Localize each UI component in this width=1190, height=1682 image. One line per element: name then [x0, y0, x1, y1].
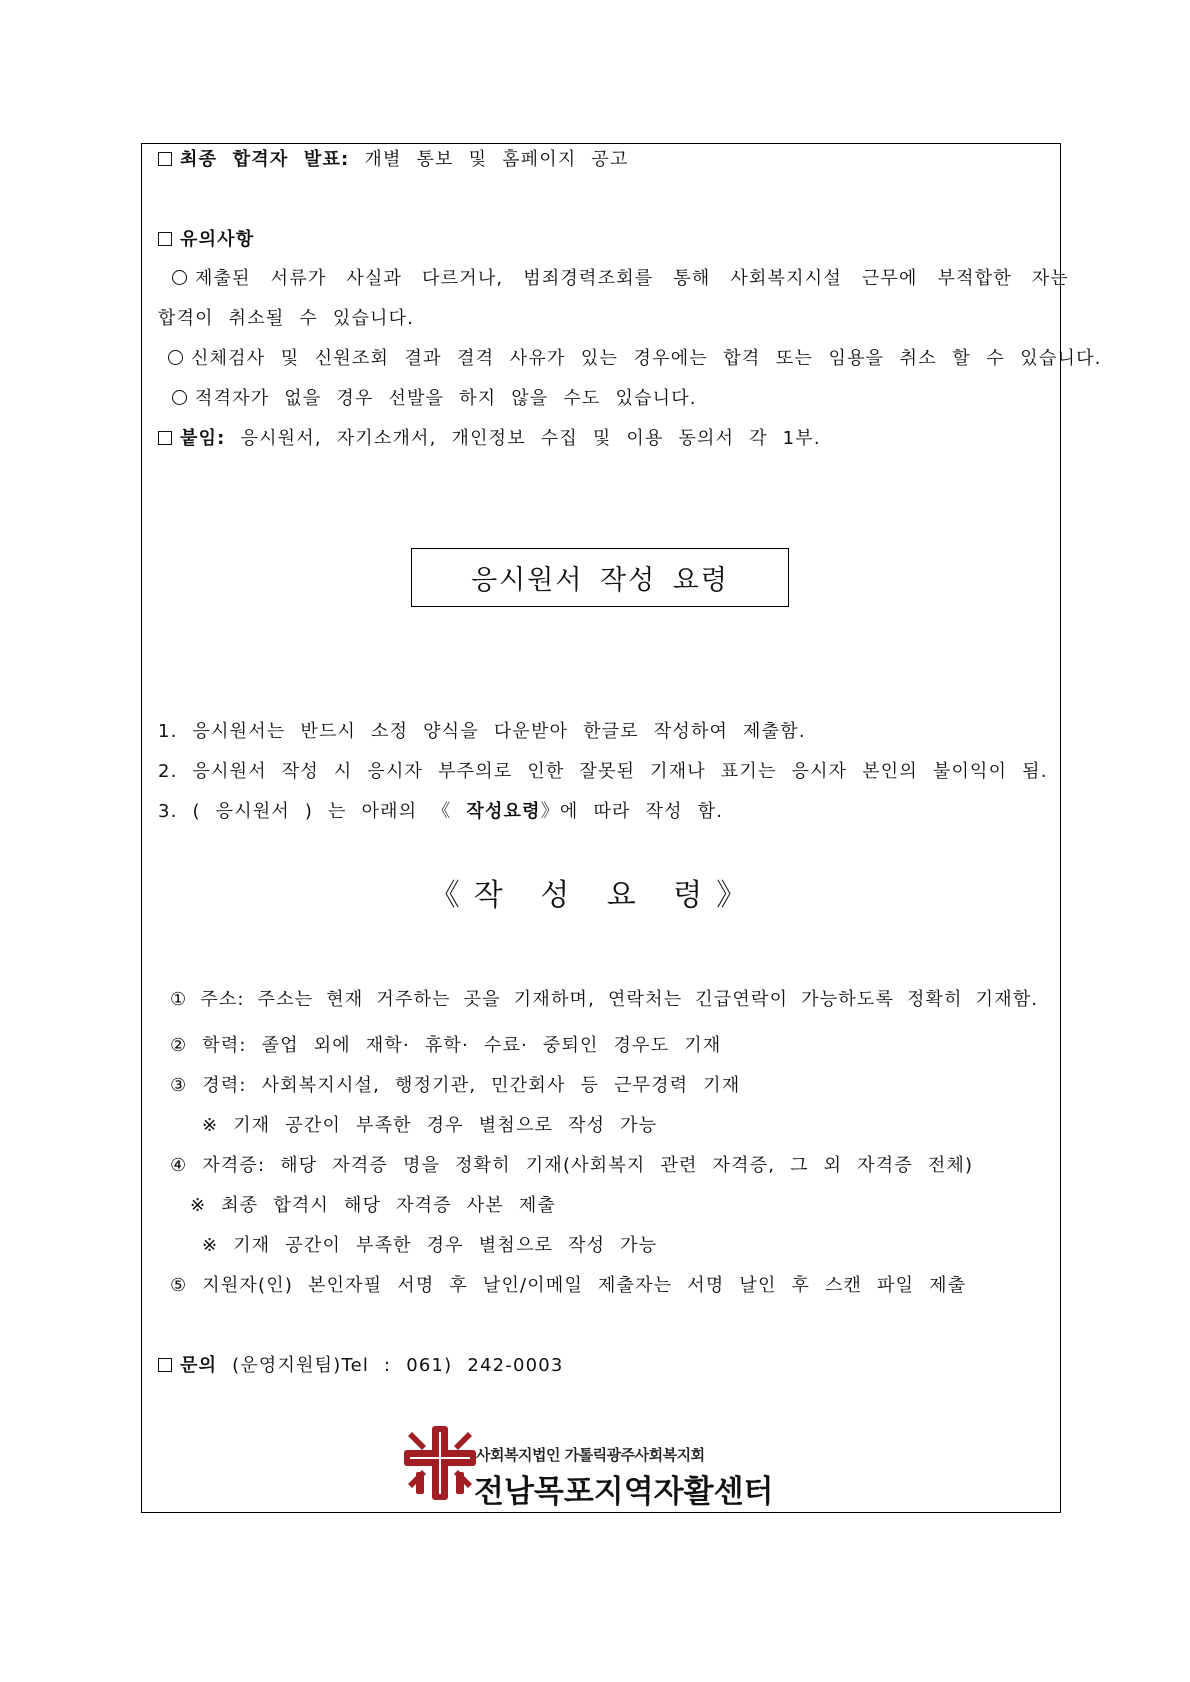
instruction-5: ⑤ 지원자(인) 본인자필 서명 후 날인/이메일 제출자는 서명 날인 후 스캔 파일 제출	[170, 1275, 967, 1296]
caution-heading-line	[158, 228, 1040, 252]
guide-item-3-post: 》에 따라 작성 함.	[540, 801, 724, 822]
circle-bullet-icon	[168, 350, 183, 365]
instruction-3-note: ※ 기재 공간이 부족한 경우 별첨으로 작성 가능	[202, 1115, 658, 1136]
circle-bullet-icon	[172, 270, 187, 285]
guide-item-3-pre: 3. ( 응시원서 ) 는 아래의 《	[158, 801, 467, 822]
caution-item-3-text: 적격자가 없을 경우 선발을 하지 않을 수도 있습니다.	[195, 388, 697, 409]
checkbox-square-icon	[158, 232, 172, 246]
caution-item-1	[172, 267, 1069, 291]
circle-bullet-icon	[172, 390, 187, 405]
attachment-line	[158, 427, 1040, 451]
instruction-4: ④ 자격증: 해당 자격증 명을 정확히 기재(사회복지 관련 자격증, 그 외 자격증 전체)	[170, 1155, 974, 1176]
instructions-heading: 《작 성 요 령》	[429, 878, 761, 913]
caution-item-1-cont: 합격이 취소될 수 있습니다.	[158, 308, 415, 329]
instruction-1: ① 주소: 주소는 현재 거주하는 곳을 기재하며, 연락처는 긴급연락이 가능하도록 정확히 기재함.	[170, 989, 1039, 1010]
guide-item-2: 2. 응시원서 작성 시 응시자 부주의로 인한 잘못된 기재나 표기는 응시자 본인의 불이익이 됨.	[158, 761, 1048, 782]
guide-item-3	[158, 800, 1040, 824]
caution-item-2	[168, 347, 1102, 371]
final-announcement-text: 개별 통보 및 홈페이지 공고	[349, 149, 629, 170]
checkbox-square-icon	[158, 431, 172, 445]
instruction-4-note-1: ※ 최종 합격시 해당 자격증 사본 제출	[190, 1195, 557, 1216]
attachment-text: 응시원서, 자기소개서, 개인정보 수집 및 이용 동의서 각 1부.	[225, 428, 821, 449]
contact-text: (운영지원팀)Tel : 061) 242-0003	[217, 1355, 564, 1376]
final-announcement-line	[158, 148, 1040, 172]
guide-item-3-bold: 작성요령	[466, 801, 541, 822]
attachment-label: 붙임:	[180, 428, 226, 449]
checkbox-square-icon	[158, 152, 172, 166]
guide-title-box	[411, 548, 789, 607]
guide-title: 응시원서 작성 요령	[471, 565, 729, 596]
logo-org-sub: 사회복지법인 가톨릭광주사회복지회	[476, 1446, 705, 1464]
final-announcement-label: 최종 합격자 발표:	[180, 149, 350, 170]
instruction-2: ② 학력: 졸업 외에 재학· 휴학· 수료· 중퇴인 경우도 기재	[170, 1035, 722, 1056]
instruction-3: ③ 경력: 사회복지시설, 행정기관, 민간회사 등 근무경력 기재	[170, 1075, 741, 1096]
instruction-4-note-2: ※ 기재 공간이 부족한 경우 별첨으로 작성 가능	[202, 1235, 658, 1256]
contact-label: 문의	[180, 1355, 218, 1376]
checkbox-square-icon	[158, 1358, 172, 1372]
logo-org-main: 전남목포지역자활센터	[474, 1474, 774, 1510]
caution-heading: 유의사항	[180, 229, 255, 250]
guide-item-1: 1. 응시원서는 반드시 소정 양식을 다운받아 한글로 작성하여 제출함.	[158, 721, 806, 742]
contact-line	[158, 1354, 1040, 1378]
caution-item-1-text: 제출된 서류가 사실과 다르거나, 범죄경력조회를 통해 사회복지시설 근무에 부적합한 자는	[195, 268, 1069, 289]
caution-item-2-text: 신체검사 및 신원조회 결과 결격 사유가 있는 경우에는 합격 또는 임용을 취소 할 수 있습니다.	[191, 348, 1102, 369]
caution-item-3	[172, 387, 1040, 411]
